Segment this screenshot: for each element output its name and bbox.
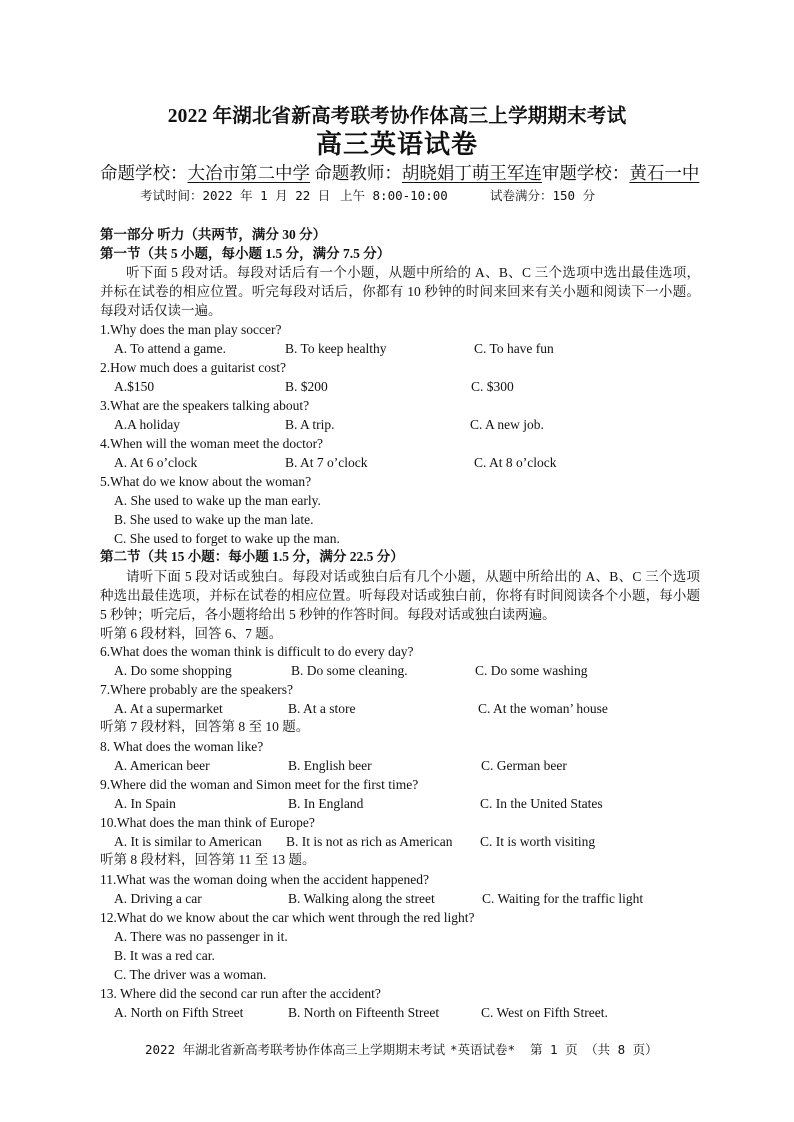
paper-subtitle: 高三英语试卷	[315, 130, 478, 159]
option-c: C. West on Fifth Street.	[481, 1005, 608, 1020]
option-c: C. German beer	[481, 758, 567, 773]
school-name: 大冶市第二中学	[187, 163, 310, 183]
footer-exam-title: 2022 年湖北省新高考联考协作体高三上学期期末考试	[145, 1042, 446, 1057]
exam-title: 2022 年湖北省新高考联考协作体高三上学期期末考试	[167, 106, 627, 127]
teacher-label: 命题教师：	[310, 163, 402, 183]
full-score: 试卷满分：150 分	[490, 188, 596, 203]
option-b: B. To keep healthy	[285, 341, 387, 356]
option-b: B. In England	[288, 796, 364, 811]
option-a: A. It is similar to American	[114, 834, 262, 849]
question-stem: 7.Where probably are the speakers?	[100, 682, 294, 697]
section-1-instructions: 听下面 5 段对话。每段对话后有一个小题，从题中所给的 A、B、C 三个选项中选出最佳选项，并标在试卷的相应位置。听完每段对话后，你都有 10 秒钟的时间来回来有关小题和阅读下一小题。每段对话仅读一遍。	[100, 265, 700, 318]
option-c: C. The driver was a woman.	[114, 967, 267, 982]
option-b: B. North on Fifteenth Street	[288, 1005, 440, 1020]
option-b: B. At a store	[288, 701, 356, 716]
exam-info-line	[140, 186, 595, 204]
page-number: 第 1 页 （共 8 页）	[530, 1042, 658, 1057]
option-c: C. To have fun	[474, 341, 554, 356]
page-footer	[145, 1040, 658, 1058]
option-a: A. She used to wake up the man early.	[114, 493, 321, 508]
option-a: A. American beer	[114, 758, 210, 773]
option-b: B. At 7 o’clock	[285, 455, 368, 470]
question-stem: 5.What do we know about the woman?	[100, 474, 312, 489]
option-a: A. At a supermarket	[114, 701, 223, 716]
question-stem: 3.What are the speakers talking about?	[100, 398, 310, 413]
option-b: B. She used to wake up the man late.	[114, 512, 314, 527]
question-stem: 9.Where did the woman and Simon meet for the first time?	[100, 777, 419, 792]
author-line	[100, 160, 699, 185]
question-stem: 12.What do we know about the car which went through the red light?	[100, 910, 475, 925]
material-note: 听第 6 段材料，回答 6、7 题。	[100, 626, 283, 641]
option-a: A. To attend a game.	[114, 341, 227, 356]
option-c: C. At the woman’ house	[478, 701, 608, 716]
option-c: C. In the United States	[480, 796, 603, 811]
option-a: A. There was no passenger in it.	[114, 929, 288, 944]
option-a: A.A holiday	[114, 417, 180, 432]
review-label: 审题学校：	[541, 163, 630, 183]
option-a: A. In Spain	[114, 796, 176, 811]
option-a: A. North on Fifth Street	[114, 1005, 244, 1020]
option-b: B. $200	[285, 379, 328, 394]
option-c: C. It is worth visiting	[480, 834, 596, 849]
question-stem: 2.How much does a guitarist cost?	[100, 360, 286, 375]
option-a: A. At 6 o’clock	[114, 455, 198, 470]
section-2-title: 第二节（共 15 小题：每小题 1.5 分，满分 22.5 分）	[100, 549, 404, 564]
option-c: C. Waiting for the traffic light	[482, 891, 644, 906]
footer-subject: *英语试卷*	[450, 1042, 516, 1057]
question-stem: 10.What does the man think of Europe?	[100, 815, 315, 830]
option-b: B. It is not as rich as American	[286, 834, 453, 849]
section-1-title: 第一节（共 5 小题，每小题 1.5 分，满分 7.5 分）	[100, 246, 391, 261]
material-note: 听第 8 段材料，回答第 11 至 13 题。	[100, 852, 316, 867]
option-b: B. Do some cleaning.	[291, 663, 408, 678]
teacher-names: 胡晓娟丁萌王军连	[401, 163, 542, 183]
option-c: C. At 8 o’clock	[474, 455, 557, 470]
exam-time: 考试时间：2022 年 1 月 22 日	[140, 188, 331, 203]
option-c: C. She used to forget to wake up the man.	[114, 531, 340, 546]
option-c: C. A new job.	[470, 417, 544, 432]
question-stem: 8. What does the woman like?	[100, 739, 264, 754]
question-stem: 11.What was the woman doing when the accident happened?	[100, 872, 430, 887]
review-school: 黄石一中	[629, 163, 700, 183]
option-b: B. A trip.	[285, 417, 335, 432]
exam-slot: 上午 8:00-10:00	[340, 188, 448, 203]
part-title: 第一部分 听力（共两节，满分 30 分）	[100, 227, 327, 242]
option-a: A. Do some shopping	[114, 663, 232, 678]
school-label: 命题学校：	[100, 163, 188, 183]
question-stem: 1.Why does the man play soccer?	[100, 322, 282, 337]
option-c: C. $300	[471, 379, 514, 394]
option-c: C. Do some washing	[475, 663, 588, 678]
question-stem: 6.What does the woman think is difficult to do every day?	[100, 644, 414, 659]
question-stem: 4.When will the woman meet the doctor?	[100, 436, 324, 451]
option-a: A. Driving a car	[114, 891, 202, 906]
material-note: 听第 7 段材料，回答第 8 至 10 题。	[100, 719, 310, 734]
question-stem: 13. Where did the second car run after the accident?	[100, 986, 381, 1001]
option-b: B. Walking along the street	[288, 891, 435, 906]
option-a: A.$150	[114, 379, 155, 394]
section-2-instructions: 请听下面 5 段对话或独白。每段对话或独白后有几个小题，从题中所给出的 A、B、C 三个选项种选出最佳选项，并标在试卷的相应位置。听每段对话或独白前，你将有时间阅读各个小题，每小题 5 秒钟；听完后，各小题将给出 5 秒钟的作答时间。每段对话或独白读两遍。	[100, 569, 700, 622]
option-b: B. English beer	[288, 758, 372, 773]
option-b: B. It was a red car.	[114, 948, 215, 963]
